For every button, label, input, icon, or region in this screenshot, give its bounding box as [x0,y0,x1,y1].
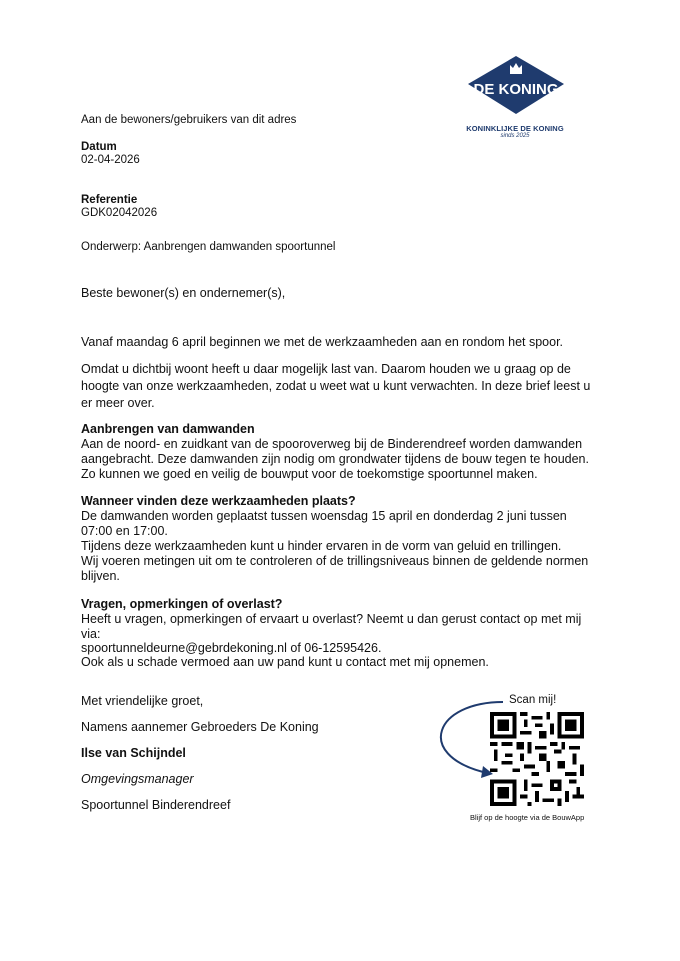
section-damwanden-line-2: aangebracht. Deze damwanden zijn nodig om grondwater tijdens de bouw tegen te houden. [81,452,589,466]
date-value: 02-04-2026 [81,154,140,166]
reference-value: GDK02042026 [81,207,158,219]
address-line: Aan de bewoners/gebruikers van dit adres [81,114,297,126]
section-damwanden-line-3: Zo kunnen we goed en veilig de bouwput voor de toekomstige spoortunnel maken. [81,467,538,481]
section-wanneer-line-4: Wij voeren metingen uit om te controleren of de trillingsniveaus binnen de geldende normen [81,554,589,568]
qr-caption: Blijf op de hoogte via de BouwApp [470,813,585,822]
section-wanneer-line-1: De damwanden worden geplaatst tussen woensdag 15 april en donderdag 2 juni tussen [81,509,567,523]
date-label: Datum [81,141,117,153]
logo-name: DE KONING [473,81,559,98]
closing-regards: Met vriendelijke groet, [81,694,204,708]
closing-on-behalf: Namens aannemer Gebroeders De Koning [81,720,319,734]
section-vragen-line-4: Ook als u schade vermoed aan uw pand kunt u contact met mij opnemen. [81,655,489,669]
project-name: Spoortunnel Binderendreef [81,798,231,812]
reference-label: Referentie [81,194,138,206]
section-heading-wanneer: Wanneer vinden deze werkzaamheden plaats? [81,494,356,508]
section-wanneer-line-2: 07:00 en 17:00. [81,524,168,538]
intro-paragraph-1: Vanaf maandag 6 april beginnen we met de werkzaamheden aan en rondom het spoor. [81,335,564,349]
qr-code[interactable] [490,712,584,806]
section-damwanden-line-1: Aan de noord- en zuidkant van de spooroverweg bij de Binderendreef worden damwanden [81,437,583,451]
greeting: Beste bewoner(s) en ondernemer(s), [81,286,286,300]
logo-subtitle: KONINKLIJKE DE KONING [466,124,564,133]
subject-line: Onderwerp: Aanbrengen damwanden spoortunnel [81,241,336,253]
section-heading-vragen: Vragen, opmerkingen of overlast? [81,597,283,611]
signatory-name: Ilse van Schijndel [81,746,186,760]
section-wanneer-line-5: blijven. [81,569,120,583]
intro-paragraph-2-line-3: er meer over. [81,396,155,410]
signatory-role: Omgevingsmanager [81,772,194,786]
contact-email-phone[interactable]: spoortunneldeurne@gebrdekoning.nl of 06-12595426. [81,641,382,655]
section-wanneer-line-3: Tijdens deze werkzaamheden kunt u hinder ervaren in de vorm van geluid en trillingen. [81,539,562,553]
intro-paragraph-2-line-2: hoogte van onze werkzaamheden, zodat u weet wat u kunt verwachten. In deze brief leest u [81,379,591,393]
section-heading-damwanden: Aanbrengen van damwanden [81,422,255,436]
scan-label: Scan mij! [509,694,557,706]
intro-paragraph-2-line-1: Omdat u dichtbij woont heeft u daar mogelijk last van. Daarom houden we u graag op de [81,362,571,376]
section-vragen-line-2: via: [81,627,101,641]
logo-since: sinds 2025 [500,133,530,139]
section-vragen-line-1: Heeft u vragen, opmerkingen of ervaart u overlast? Neemt u dan gerust contact op met mij [81,612,582,626]
